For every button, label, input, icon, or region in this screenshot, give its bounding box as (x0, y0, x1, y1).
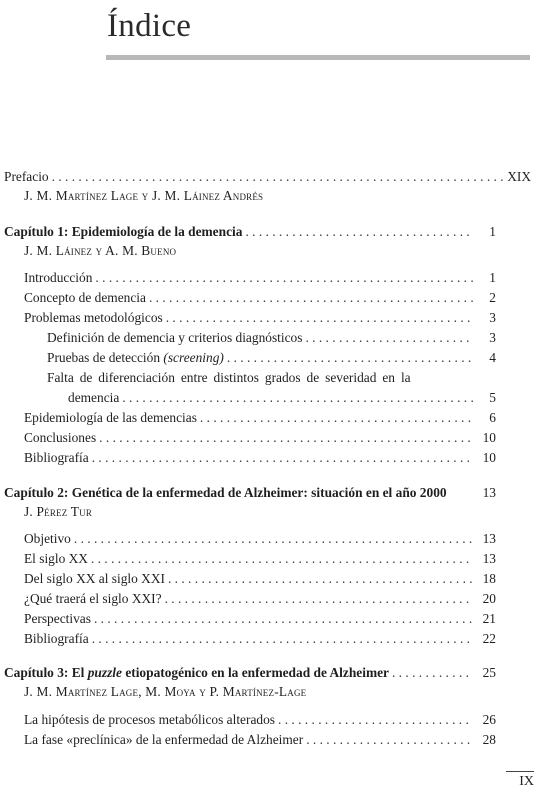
cap2-authors: J. Pérez Tur (24, 504, 93, 519)
toc-entry[interactable] (24, 409, 496, 426)
leader-dots (99, 429, 473, 446)
toc-entry[interactable] (24, 570, 496, 587)
title-rule (106, 55, 530, 60)
toc-subentry-wrapped-line[interactable]: Falta de diferenciación entre distintos grados de severidad en la (47, 370, 411, 385)
toc-entry-page: 1 (489, 224, 496, 239)
toc-entry-label: Del siglo XX al siglo XXI (24, 571, 165, 586)
toc-entry-page: 6 (489, 410, 496, 425)
leader-dots (200, 409, 473, 426)
toc-entry-page: 25 (482, 665, 496, 680)
page-title: Índice (107, 8, 192, 44)
leader-dots (305, 329, 473, 346)
leader-dots (278, 711, 473, 728)
toc-entry-label: ¿Qué traerá el siglo XXI? (24, 591, 162, 606)
toc-entry[interactable] (24, 711, 496, 728)
toc-chapter-3[interactable] (4, 664, 496, 681)
toc-entry-page: 28 (482, 732, 496, 747)
toc-entry-page: 10 (482, 430, 496, 445)
toc-entry-page: 20 (482, 591, 496, 606)
toc-entry-label: Problemas metodológicos (24, 310, 163, 325)
toc-entry-prefacio[interactable] (4, 168, 531, 185)
leader-dots (392, 664, 473, 681)
footer-rule (506, 771, 534, 772)
toc-entry-label: Capítulo 1: Epidemiología de la demencia (4, 224, 243, 239)
toc-entry-label: Bibliografía (24, 631, 89, 646)
toc-entry-label-main: Pruebas de detección (47, 350, 161, 365)
toc-entry-page: 21 (482, 611, 496, 626)
leader-dots (92, 449, 473, 466)
toc-entry-label: Perspectivas (24, 611, 91, 626)
leader-dots (165, 590, 473, 607)
toc-entry[interactable] (24, 269, 496, 286)
toc-entry-label-italic: puzzle (87, 665, 122, 680)
toc-entry-label: Objetivo (24, 531, 71, 546)
toc-entry-label: Conclusiones (24, 430, 97, 445)
toc-entry-page: 13 (482, 531, 496, 546)
toc-entry-page: XIX (507, 169, 531, 184)
toc-entry-page: 4 (489, 350, 496, 365)
toc-entry-page: 13 (482, 551, 496, 566)
toc-entry-label: Definición de demencia y criterios diagnósticos (47, 330, 303, 345)
toc-entry-label: Epidemiología de las demencias (24, 410, 197, 425)
toc-chapter-1[interactable] (4, 223, 496, 240)
toc-entry-page: 2 (489, 290, 496, 305)
cap3-authors: J. M. Martínez Lage, M. Moya y P. Martínez-Lage (24, 684, 307, 699)
toc-entry-label (47, 349, 224, 366)
toc-entry-label: La fase «preclínica» de la enfermedad de Alzheimer (24, 732, 304, 747)
toc-entry-page: 5 (489, 390, 496, 405)
prefacio-authors: J. M. Martínez Lage y J. M. Láinez Andrés (24, 188, 264, 203)
toc-entry-page: 3 (489, 310, 496, 325)
toc-subentry[interactable] (47, 329, 496, 346)
leader-dots (122, 389, 473, 406)
toc-entry[interactable] (24, 610, 496, 627)
toc-entry-page: 13 (482, 485, 496, 500)
toc-entry-page: 22 (482, 631, 496, 646)
leader-dots (94, 610, 473, 627)
toc-entry[interactable] (24, 309, 496, 326)
toc-chapter-2[interactable] (4, 484, 496, 501)
toc-entry[interactable] (24, 429, 496, 446)
leader-dots (227, 349, 473, 366)
toc-entry-label (4, 664, 389, 681)
leader-dots (52, 168, 505, 185)
toc-entry[interactable] (24, 449, 496, 466)
toc-entry[interactable] (24, 550, 496, 567)
toc-subentry[interactable] (68, 389, 496, 406)
toc-entry-label-b: etiopatogénico en la enfermedad de Alzheimer (125, 665, 389, 680)
toc-entry-page: 26 (482, 712, 496, 727)
toc-entry[interactable] (24, 530, 496, 547)
toc-subentry[interactable] (47, 349, 496, 366)
toc-entry-label: Capítulo 2: Genética de la enfermedad de Alzheimer: situación en el año 2000 (4, 485, 447, 500)
toc-entry-label: El siglo XX (24, 551, 88, 566)
leader-dots (166, 309, 473, 326)
leader-dots (306, 731, 473, 748)
toc-entry[interactable] (24, 289, 496, 306)
leader-dots (91, 550, 473, 567)
toc-entry-label: demencia (68, 390, 120, 405)
leader-dots (92, 630, 473, 647)
toc-entry-page: 1 (489, 270, 496, 285)
leader-dots (149, 289, 473, 306)
toc-entry-label-italic: (screening) (163, 350, 224, 365)
toc-entry-label: La hipótesis de procesos metabólicos alterados (24, 712, 276, 727)
toc-entry-page: 3 (489, 330, 496, 345)
toc-entry-label: Introducción (24, 270, 93, 285)
toc-entry-label: Concepto de demencia (24, 290, 146, 305)
leader-dots (168, 570, 473, 587)
toc-entry-label: Prefacio (4, 169, 49, 184)
toc-entry-page: 10 (482, 450, 496, 465)
page-number: IX (519, 774, 534, 789)
toc-entry[interactable] (24, 731, 496, 748)
cap1-authors: J. M. Láinez y A. M. Bueno (24, 243, 177, 258)
toc-entry[interactable] (24, 630, 496, 647)
toc-entry-label: Bibliografía (24, 450, 89, 465)
leader-dots (245, 223, 473, 240)
leader-dots (95, 269, 473, 286)
toc-entry[interactable] (24, 590, 496, 607)
leader-dots (74, 530, 473, 547)
toc-entry-page: 18 (482, 571, 496, 586)
toc-entry-label-a: Capítulo 3: El (4, 665, 85, 680)
